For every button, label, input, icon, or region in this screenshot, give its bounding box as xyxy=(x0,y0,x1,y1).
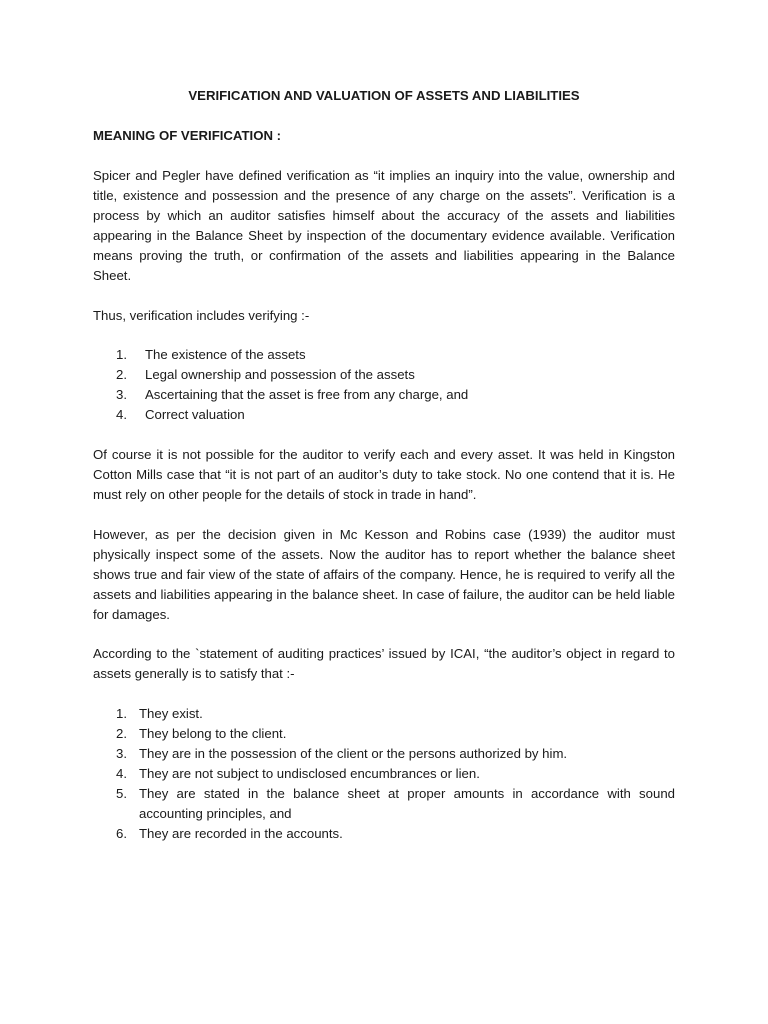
auditor-object-list xyxy=(93,704,675,844)
verification-list xyxy=(93,345,675,425)
list-item: 3. They are in the possession of the client or the persons authorized by him. xyxy=(116,746,568,761)
paragraph-kingston-case: Of course it is not possible for the auditor to verify each and every asset. It was held in Kingston Cotton Mills case that “it is not part of an auditor’s duty to take stock. No one contend that it is. He must rely on other people for the details of stock in trade in hand”. xyxy=(93,447,675,502)
section-heading: MEANING OF VERIFICATION : xyxy=(93,128,282,143)
list-item: 1. They exist. xyxy=(116,706,203,721)
paragraph-verification-includes: Thus, verification includes verifying :- xyxy=(93,308,310,323)
document-title: VERIFICATION AND VALUATION OF ASSETS AND LIABILITIES xyxy=(188,88,580,103)
paragraph-mckesson-case: However, as per the decision given in Mc Kesson and Robins case (1939) the auditor must physically inspect some of the assets. Now the auditor has to report whether the balance sheet shows true and fair view of the state of affairs of the company. Hence, he is required to verify all the assets and liabilities appearing in the balance sheet. In case of failure, the auditor can be held liable for damages. xyxy=(93,527,675,622)
list-item: 1. The existence of the assets xyxy=(116,347,306,362)
paragraph-icai-statement: According to the `statement of auditing practices’ issued by ICAI, “the auditor’s object in regard to assets generally is to satisfy that :- xyxy=(93,646,675,681)
list-item: 4. They are not subject to undisclosed encumbrances or lien. xyxy=(116,766,480,781)
list-item: 2. They belong to the client. xyxy=(116,726,287,741)
list-item: 2. Legal ownership and possession of the assets xyxy=(116,367,415,382)
list-item: 5. They are stated in the balance sheet at proper amounts in accordance with sound accounting principles, and xyxy=(116,786,675,821)
paragraph-definition: Spicer and Pegler have defined verification as “it implies an inquiry into the value, ownership and title, existence and possession and the presence of any charge on the assets”. Verification is a process by which an auditor satisfies himself about the accuracy of the assets and liabilities appearing in the Balance Sheet by inspection of the documentary evidence available. Verification means proving the truth, or confirmation of the assets and liabilities appearing in the Balance Sheet. xyxy=(93,168,675,283)
list-item: 3. Ascertaining that the asset is free from any charge, and xyxy=(116,387,469,402)
list-item: 4. Correct valuation xyxy=(116,407,245,422)
list-item: 6. They are recorded in the accounts. xyxy=(116,826,343,841)
